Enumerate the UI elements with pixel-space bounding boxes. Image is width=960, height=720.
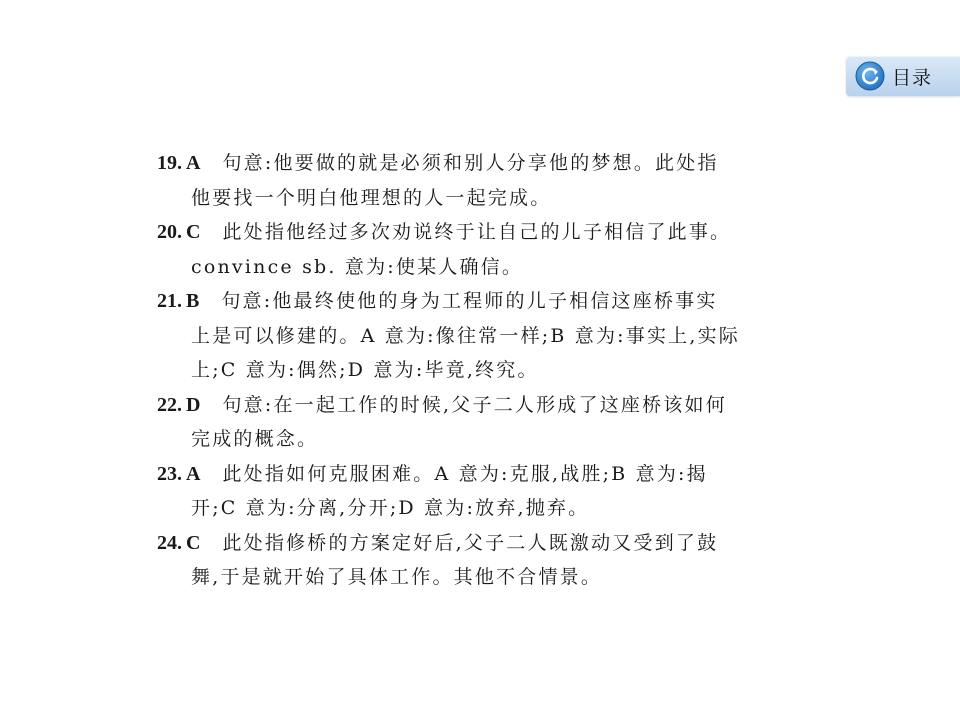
explanation-line: 完成的概念。 (191, 428, 319, 450)
question-number: 21. (157, 290, 182, 312)
explanation-line: 开;C 意为:分离,分开;D 意为:放弃,抛弃。 (191, 497, 590, 519)
answer-letter: C (186, 531, 201, 554)
answer-letter: A (186, 462, 201, 485)
explanation-line: 句意:他最终使他的身为工程师的儿子相信这座桥事实 (221, 290, 718, 312)
answer-explanations (157, 146, 797, 595)
toc-button[interactable] (846, 56, 960, 96)
answer-item (157, 457, 797, 526)
explanation-line: 上;C 意为:偶然;D 意为:毕竟,终究。 (191, 359, 539, 381)
explanation-line: 此处指修桥的方案定好后,父子二人既激动又受到了鼓 (222, 531, 719, 554)
explanation-line: 句意:在一起工作的时候,父子二人形成了这座桥该如何 (222, 393, 727, 416)
answer-item (157, 215, 797, 284)
answer-letter: A (186, 152, 201, 174)
explanation-line: 舞,于是就开始了具体工作。其他不合情景。 (191, 566, 603, 588)
question-number: 22. (157, 393, 182, 416)
question-number: 19. (157, 152, 182, 174)
answer-letter: C (186, 221, 201, 243)
explanation-line: 此处指如何克服困难。A 意为:克服,战胜;B 意为:揭 (222, 462, 708, 485)
refresh-circle-icon (855, 61, 885, 91)
explanation-line: 此处指他经过多次劝说终于让自己的儿子相信了此事。 (222, 221, 732, 243)
answer-item (157, 146, 797, 215)
answer-item (157, 526, 797, 595)
explanation-line: 他要找一个明白他理想的人一起完成。 (191, 186, 552, 209)
toc-label: 目录 (892, 66, 933, 89)
answer-letter: D (186, 393, 201, 416)
answer-item (157, 284, 797, 388)
answer-item (157, 388, 797, 457)
question-number: 20. (157, 221, 182, 243)
question-number: 24. (157, 531, 182, 554)
explanation-line: 句意:他要做的就是必须和别人分享他的梦想。此处指 (222, 152, 719, 174)
answer-letter: B (186, 290, 200, 312)
explanation-line: convince sb. 意为:使某人确信。 (191, 255, 524, 278)
question-number: 23. (157, 462, 182, 485)
explanation-line: 上是可以修建的。A 意为:像往常一样;B 意为:事实上,实际 (191, 324, 741, 347)
